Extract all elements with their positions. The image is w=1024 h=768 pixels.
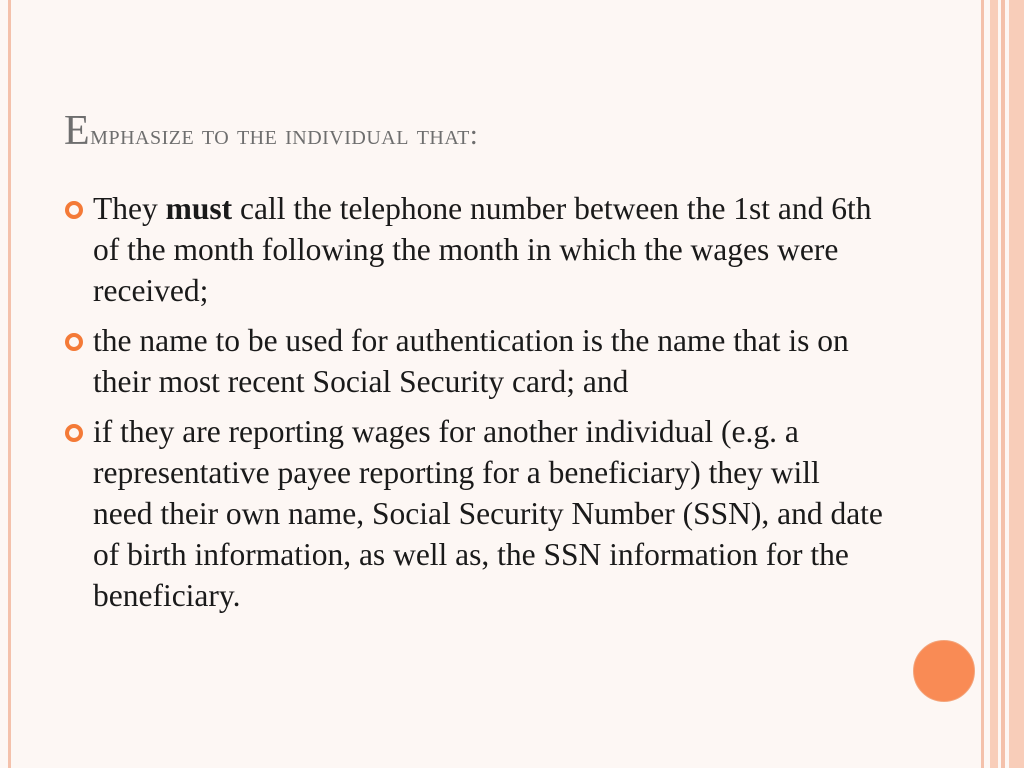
- ring-bullet-icon: [65, 201, 83, 219]
- bullet-text-post: call the telephone number between the 1st and 6th of the month following the month in which the wages were received;: [93, 191, 872, 308]
- left-border-line: [8, 0, 11, 768]
- bullet-text: if they are reporting wages for another individual (e.g. a representative payee reporting for a beneficiary) they will need their own name, Social Security Number (SSN), and date of birth information, as well as, the SSN information for the beneficiary.: [93, 414, 883, 613]
- ring-bullet-icon: [65, 333, 83, 351]
- bullet-item: [64, 320, 884, 402]
- title-rest: mphasize to the individual that:: [90, 119, 479, 151]
- bullet-item: [64, 188, 884, 311]
- bullet-text-pre: They: [93, 191, 166, 226]
- decorative-circle: [913, 640, 975, 702]
- bullet-list: [64, 188, 884, 625]
- decorative-stripe: [1009, 0, 1024, 768]
- decorative-stripe: [981, 0, 984, 768]
- decorative-stripe: [1001, 0, 1005, 768]
- bullet-text-bold: must: [165, 191, 233, 226]
- decorative-stripe: [990, 0, 998, 768]
- bullet-text: the name to be used for authentication is the name that is on their most recent Social Security card; and: [93, 323, 849, 399]
- slide-title: [64, 106, 478, 156]
- ring-bullet-icon: [65, 424, 83, 442]
- title-initial: E: [64, 108, 91, 154]
- bullet-item: [64, 411, 884, 616]
